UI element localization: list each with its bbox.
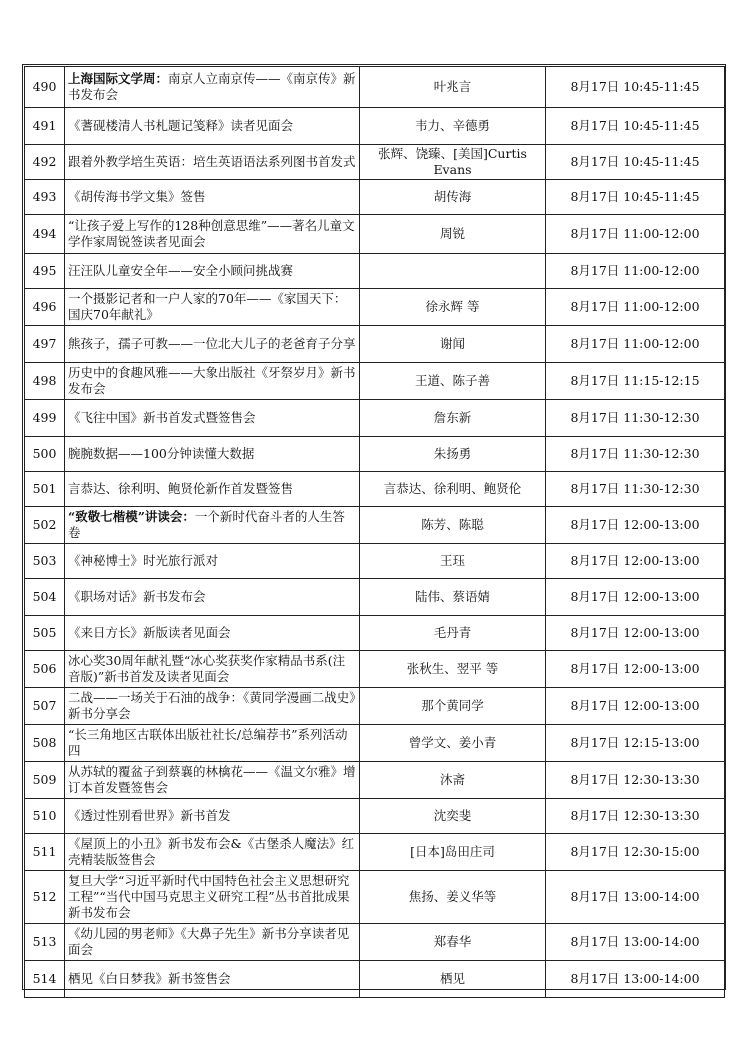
event-speakers: 张秋生、翌平 等 [360, 651, 546, 688]
table-row [25, 544, 725, 579]
table-row [25, 67, 725, 108]
event-title [65, 326, 360, 363]
table-row [25, 400, 725, 437]
row-number: 491 [25, 108, 65, 145]
event-time: 8月17日 11:00-12:00 [546, 289, 725, 326]
event-title [65, 254, 360, 289]
table-row [25, 180, 725, 215]
event-title [65, 871, 360, 924]
event-title [65, 363, 360, 400]
table-row [25, 871, 725, 924]
event-speakers: 张辉、饶臻、[美国]Curtis Evans [360, 145, 546, 180]
event-title [65, 472, 360, 507]
event-title [65, 108, 360, 145]
event-speakers: 陆伟、蔡语婧 [360, 579, 546, 616]
event-title [65, 961, 360, 998]
event-speakers: 朱扬勇 [360, 437, 546, 472]
row-number: 494 [25, 215, 65, 254]
event-name: 言恭达、徐利明、鲍贤伦新作首发暨签售 [68, 481, 294, 496]
event-title [65, 651, 360, 688]
event-title [65, 215, 360, 254]
event-time: 8月17日 11:00-12:00 [546, 254, 725, 289]
event-speakers: 胡传海 [360, 180, 546, 215]
event-title [65, 616, 360, 651]
event-speakers: 王珏 [360, 544, 546, 579]
event-name: 一个新时代奋斗者的人生答卷 [68, 509, 345, 540]
event-title [65, 579, 360, 616]
event-name: 《神秘博士》时光旅行派对 [68, 553, 219, 568]
table-row [25, 924, 725, 961]
row-number: 496 [25, 289, 65, 326]
event-name: 《屋顶上的小丑》新书发布会&《古堡杀人魔法》红壳精装版签售会 [68, 836, 355, 867]
event-time: 8月17日 11:15-12:15 [546, 363, 725, 400]
event-time: 8月17日 13:00-14:00 [546, 871, 725, 924]
event-speakers: 徐永辉 等 [360, 289, 546, 326]
row-number: 502 [25, 507, 65, 544]
schedule-table-body [25, 67, 725, 998]
table-row [25, 437, 725, 472]
row-number: 503 [25, 544, 65, 579]
event-title [65, 400, 360, 437]
event-speakers: 言恭达、徐利明、鲍贤伦 [360, 472, 546, 507]
event-name: “长三角地区古联体出版社社长/总编荐书”系列活动四 [68, 727, 348, 758]
event-speakers: 栖见 [360, 961, 546, 998]
event-speakers: 沈奕斐 [360, 799, 546, 834]
event-speakers: 焦扬、姜义华等 [360, 871, 546, 924]
event-time: 8月17日 12:30-15:00 [546, 834, 725, 871]
row-number: 513 [25, 924, 65, 961]
event-time: 8月17日 12:15-13:00 [546, 725, 725, 762]
table-row [25, 145, 725, 180]
event-title [65, 180, 360, 215]
event-series-prefix: 上海国际文学周： [68, 71, 169, 86]
event-name: 复旦大学“习近平新时代中国特色社会主义思想研究工程”“当代中国马克思主义研究工程”丛书首批成果新书发布会 [68, 873, 350, 920]
table-row [25, 579, 725, 616]
event-title [65, 834, 360, 871]
table-row [25, 961, 725, 998]
event-name: 栖见《白日梦我》新书签售会 [68, 971, 231, 986]
event-name: 《职场对话》新书发布会 [68, 589, 206, 604]
row-number: 506 [25, 651, 65, 688]
event-speakers: 那个黄同学 [360, 688, 546, 725]
table-row [25, 507, 725, 544]
event-title [65, 725, 360, 762]
row-number: 508 [25, 725, 65, 762]
table-row [25, 289, 725, 326]
row-number: 505 [25, 616, 65, 651]
table-row [25, 326, 725, 363]
row-number: 509 [25, 762, 65, 799]
event-name: 熊孩子，孺子可教——一位北大儿子的老爸育子分享 [68, 336, 356, 351]
event-time: 8月17日 10:45-11:45 [546, 145, 725, 180]
event-name: 腕腕数据——100分钟读懂大数据 [68, 446, 255, 461]
row-number: 510 [25, 799, 65, 834]
row-number: 490 [25, 67, 65, 108]
event-speakers: 曾学文、姜小青 [360, 725, 546, 762]
event-time: 8月17日 12:00-13:00 [546, 616, 725, 651]
event-title [65, 437, 360, 472]
event-time: 8月17日 12:30-13:30 [546, 762, 725, 799]
table-row [25, 834, 725, 871]
event-name: 《来日方长》新版读者见面会 [68, 625, 231, 640]
event-time: 8月17日 11:00-12:00 [546, 215, 725, 254]
event-time: 8月17日 11:30-12:30 [546, 437, 725, 472]
event-title [65, 762, 360, 799]
event-time: 8月17日 10:45-11:45 [546, 108, 725, 145]
row-number: 499 [25, 400, 65, 437]
event-speakers: 詹东新 [360, 400, 546, 437]
table-row [25, 762, 725, 799]
event-name: 汪汪队儿童安全年——安全小顾问挑战赛 [68, 263, 294, 278]
table-row [25, 215, 725, 254]
event-speakers: 郑春华 [360, 924, 546, 961]
table-row [25, 688, 725, 725]
event-name: 历史中的食趣风雅——大象出版社《牙祭岁月》新书发布会 [68, 365, 356, 396]
row-number: 500 [25, 437, 65, 472]
row-number: 511 [25, 834, 65, 871]
event-speakers: 谢闻 [360, 326, 546, 363]
row-number: 504 [25, 579, 65, 616]
event-time: 8月17日 12:00-13:00 [546, 651, 725, 688]
event-name: 从苏轼的覆盆子到蔡襄的林檎花——《温文尔雅》增订本首发暨签售会 [68, 764, 356, 795]
event-speakers: 陈芳、陈聪 [360, 507, 546, 544]
row-number: 512 [25, 871, 65, 924]
row-number: 493 [25, 180, 65, 215]
event-time: 8月17日 12:30-13:30 [546, 799, 725, 834]
table-row [25, 363, 725, 400]
event-title [65, 799, 360, 834]
table-row [25, 254, 725, 289]
event-speakers: 叶兆言 [360, 67, 546, 108]
event-title [65, 289, 360, 326]
event-name: 《透过性别看世界》新书首发 [68, 808, 231, 823]
event-time: 8月17日 12:00-13:00 [546, 579, 725, 616]
event-speakers: [日本]岛田庄司 [360, 834, 546, 871]
event-time: 8月17日 13:00-14:00 [546, 924, 725, 961]
schedule-table [24, 66, 725, 998]
event-time: 8月17日 11:00-12:00 [546, 326, 725, 363]
event-series-prefix: “致敬七楷模”讲读会： [68, 509, 195, 524]
event-time: 8月17日 10:45-11:45 [546, 67, 725, 108]
event-title [65, 67, 360, 108]
event-title [65, 688, 360, 725]
event-name: 南京人立南京传——《南京传》新书发布会 [68, 71, 356, 102]
event-speakers: 毛丹青 [360, 616, 546, 651]
event-time: 8月17日 12:00-13:00 [546, 507, 725, 544]
row-number: 492 [25, 145, 65, 180]
event-speakers: 周锐 [360, 215, 546, 254]
table-row [25, 616, 725, 651]
event-time: 8月17日 11:30-12:30 [546, 400, 725, 437]
event-name: “让孩子爱上写作的128种创意思维”——著名儿童文学作家周锐签读者见面会 [68, 218, 355, 249]
event-time: 8月17日 12:00-13:00 [546, 544, 725, 579]
event-name: 冰心奖30周年献礼暨“冰心奖获奖作家精品书系(注音版)”新书首发及读者见面会 [68, 653, 346, 684]
event-speakers: 王道、陈子善 [360, 363, 546, 400]
row-number: 501 [25, 472, 65, 507]
event-name: 《飞往中国》新书首发式暨签售会 [68, 410, 256, 425]
row-number: 514 [25, 961, 65, 998]
event-name: 《蓍砚楼清人书札题记笺释》读者见面会 [68, 118, 294, 133]
event-name: 《胡传海书学文集》签售 [68, 189, 206, 204]
table-row [25, 799, 725, 834]
event-speakers: 沐斋 [360, 762, 546, 799]
table-row [25, 108, 725, 145]
table-row [25, 651, 725, 688]
row-number: 507 [25, 688, 65, 725]
event-title [65, 544, 360, 579]
row-number: 497 [25, 326, 65, 363]
event-title [65, 507, 360, 544]
event-name: 跟着外教学培生英语：培生英语语法系列图书首发式 [68, 154, 356, 169]
event-name: 一个摄影记者和一户人家的70年——《家国天下：国庆70年献礼》 [68, 291, 347, 322]
event-name: 二战——一场关于石油的战争：《黄同学漫画二战史》新书分享会 [68, 690, 356, 721]
table-row [25, 725, 725, 762]
row-number: 495 [25, 254, 65, 289]
event-title [65, 924, 360, 961]
event-title [65, 145, 360, 180]
event-time: 8月17日 10:45-11:45 [546, 180, 725, 215]
table-row [25, 472, 725, 507]
event-name: 《幼儿园的男老师》《大鼻子先生》新书分享读者见面会 [68, 926, 350, 957]
event-time: 8月17日 11:30-12:30 [546, 472, 725, 507]
row-number: 498 [25, 363, 65, 400]
event-time: 8月17日 12:00-13:00 [546, 688, 725, 725]
event-speakers: 韦力、辛德勇 [360, 108, 546, 145]
event-time: 8月17日 13:00-14:00 [546, 961, 725, 998]
event-speakers [360, 254, 546, 289]
